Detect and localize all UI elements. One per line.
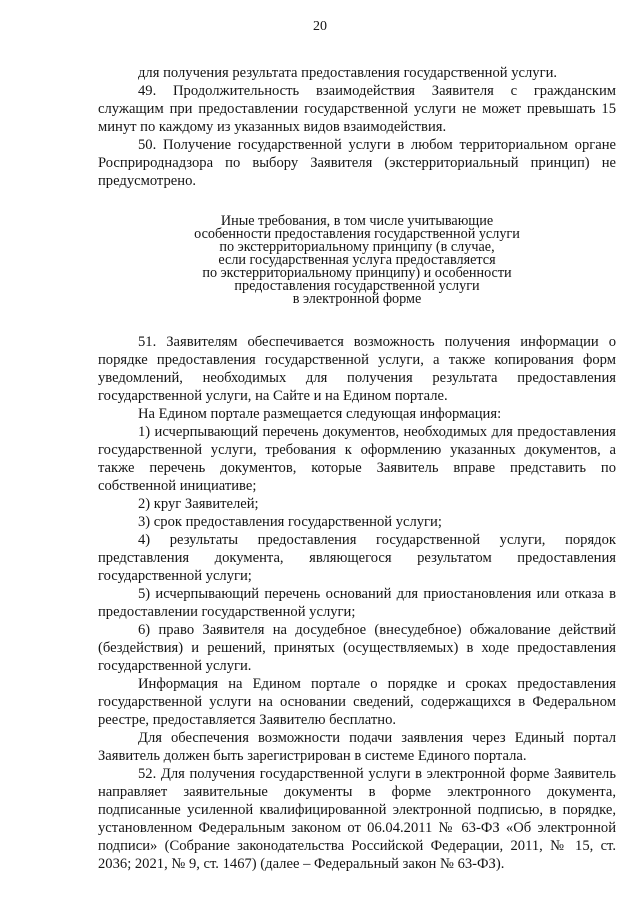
heading-line: Иные требования, в том числе учитывающие bbox=[220, 213, 494, 229]
paragraph-49: 49. Продолжительность взаимодействия Заявителя с гражданским служащим при предоставлении государственной услуги не может превышать 15 минут по каждому из указанных видов взаимодействия. bbox=[98, 83, 616, 135]
list-item-6: 6) право Заявителя на досудебное (внесудебное) обжалование действий (бездействия) и решений, принятых (осуществляемых) в ходе предоставления государственной услуги. bbox=[98, 622, 616, 674]
document-body bbox=[98, 64, 616, 873]
paragraph-51: 51. Заявителям обеспечивается возможность получения информации о порядке предоставления государственной услуги, а также копирования форм уведомлений, необходимых для получения результата предоставления государственной услуги, на Сайте и на Едином портале. bbox=[98, 334, 616, 404]
paragraph-registration: Для обеспечения возможности подачи заявления через Единый портал Заявитель должен быть зарегистрирован в системе Единого портала. bbox=[98, 730, 616, 764]
heading-line: в электронной форме bbox=[292, 291, 422, 307]
paragraph-52: 52. Для получения государственной услуги в электронной форме Заявитель направляет заявительные документы в форме электронного документа, подписанные усиленной квалифицированной электронной подписью, в порядке, установленном Федеральным законом от 06.04.2011 № 63-ФЗ «Об электронной подписи» (Собрание законодательства Российской Федерации, 2011, № 15, ст. 2036; 2021, № 9, ст. 1467) (далее – Федеральный закон № 63-ФЗ). bbox=[98, 766, 616, 872]
list-item-5: 5) исчерпывающий перечень оснований для приостановления или отказа в предоставлении государственной услуги; bbox=[98, 586, 616, 620]
paragraph-continuation: для получения результата предоставления государственной услуги. bbox=[138, 65, 558, 81]
list-item-1: 1) исчерпывающий перечень документов, необходимых для предоставления государственной услуги, требования к оформлению указанных документов, а также перечень документов, которые Заявитель вправе представить по собственной инициативе; bbox=[98, 424, 616, 494]
heading-line: по экстерриториальному принципу (в случае, bbox=[219, 239, 495, 255]
section-heading bbox=[98, 215, 616, 306]
list-item-2: 2) круг Заявителей; bbox=[138, 496, 259, 512]
heading-line: предоставления государственной услуги bbox=[234, 278, 480, 294]
list-item-3: 3) срок предоставления государственной услуги; bbox=[138, 514, 442, 530]
page-number: 20 bbox=[313, 19, 327, 34]
heading-line: если государственная услуга предоставляется bbox=[218, 252, 496, 268]
paragraph-free-info: Информация на Едином портале о порядке и сроках предоставления государственной услуги на основании сведений, содержащихся в Федеральном реестре, предоставляется Заявителю бесплатно. bbox=[98, 676, 616, 728]
paragraph-50: 50. Получение государственной услуги в любом территориальном органе Росприроднадзора по выбору Заявителя (экстерриториальный принцип) не предусмотрено. bbox=[98, 137, 616, 189]
heading-line: особенности предоставления государственной услуги bbox=[194, 226, 520, 242]
paragraph-portal-info: На Едином портале размещается следующая информация: bbox=[138, 406, 502, 422]
heading-line: по экстерриториальному принципу) и особенности bbox=[202, 265, 512, 281]
list-item-4: 4) результаты предоставления государственной услуги, порядок представления документа, являющегося результатом предоставления государственной услуги; bbox=[98, 532, 616, 584]
